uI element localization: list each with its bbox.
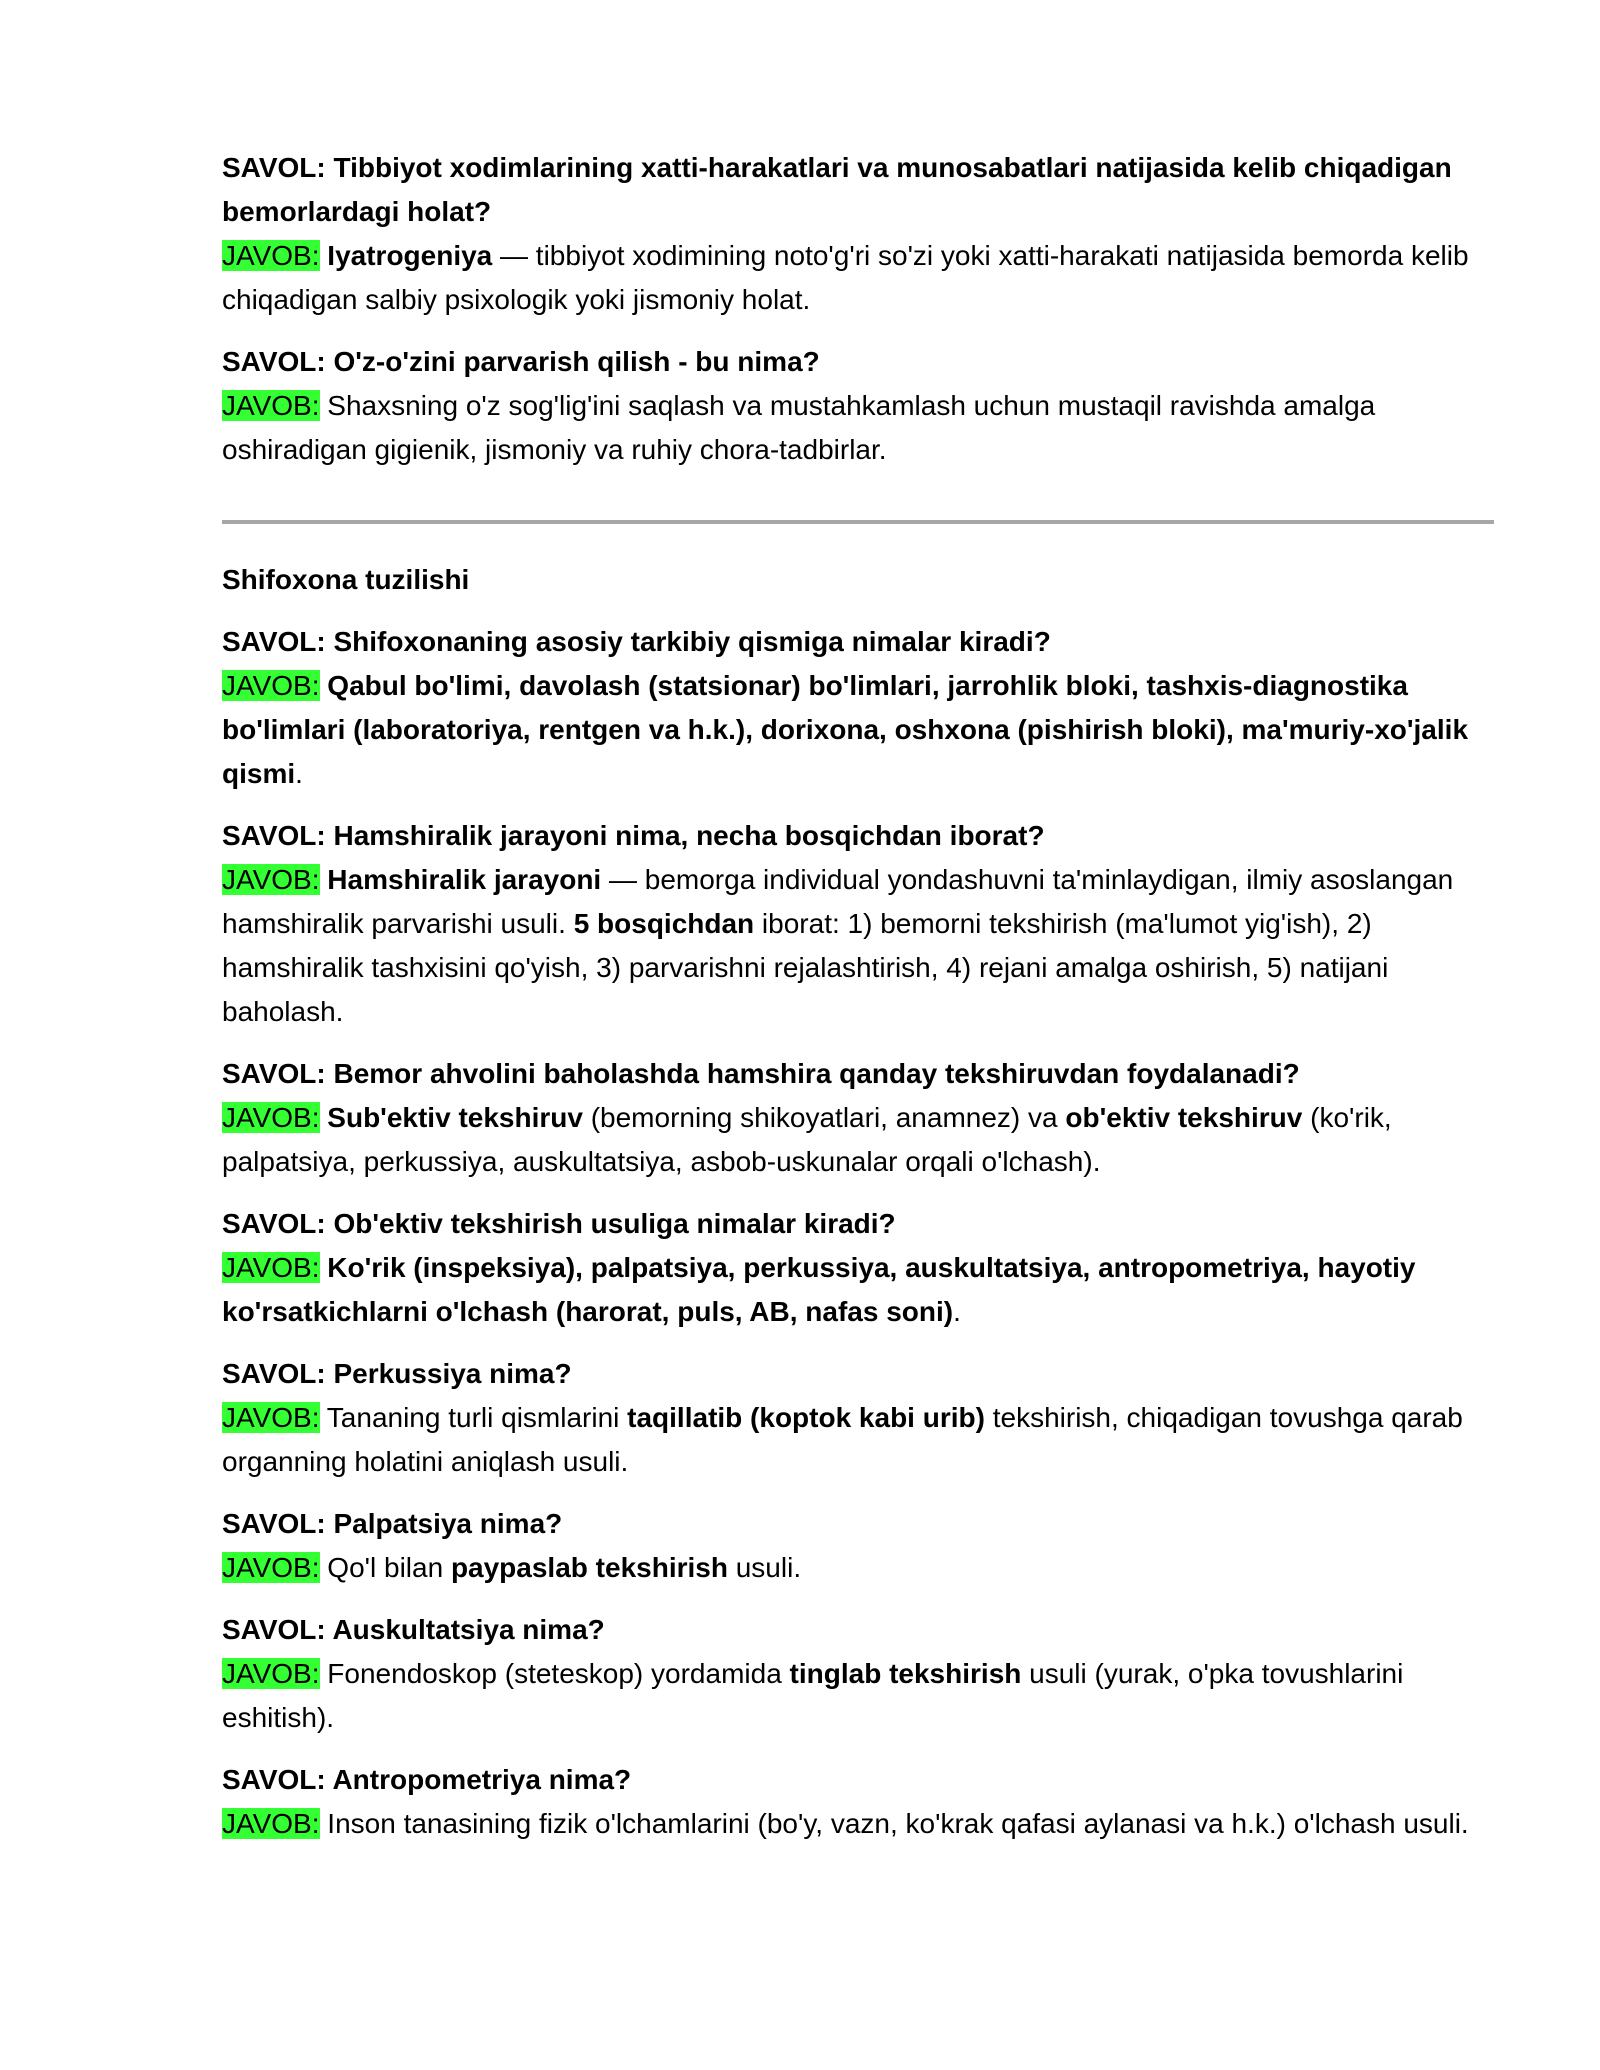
answer-text: Tananing turli qismlarini [326,1402,628,1433]
answer-emphasis: 5 bosqichdan [573,908,755,939]
answer-label: JAVOB: [222,864,320,895]
answer [222,664,1495,796]
section-title: Shifoxona tuzilishi [222,564,470,595]
answer [222,1802,1495,1846]
question-text: Antropometriya nima? [332,1764,632,1795]
answer-text: (bemorning shikoyatlari, anamnez) va [582,1102,1066,1133]
question [222,1758,1495,1802]
question [222,620,1495,664]
answer-label: JAVOB: [222,1402,320,1433]
answer-text: Fonendoskop (steteskop) yordamida [327,1658,790,1689]
answer-emphasis: Ko'rik (inspeksiya), palpatsiya, perkussiya, auskultatsiya, antropometriya, hayotiy ko'rsatkichlarni o'lchash (harorat, puls, AB, nafas soni) [222,1252,1416,1327]
question-text: Perkussiya nima? [333,1358,572,1389]
qa-item [222,146,1495,322]
answer-label: JAVOB: [222,1658,320,1689]
answer-text: iborat: 1) bemorni tekshirish (ma'lumot yig'ish), 2) hamshiralik tashxisini qo'yish, 3) parvarishni rejalashtirish, 4) rejani amalga oshirish, 5) natijani baholash. [222,908,1389,1027]
question [222,1608,1495,1652]
question [222,1502,1495,1546]
answer [222,1652,1495,1740]
answer [222,1246,1495,1334]
question [222,146,1495,234]
horizontal-divider [222,520,1494,524]
question-text: Auskultatsiya nima? [332,1614,605,1645]
question-label: SAVOL: [222,1764,326,1795]
question-label: SAVOL: [222,626,326,657]
answer-emphasis: tinglab tekshirish [789,1658,1022,1689]
answer-label: JAVOB: [222,390,320,421]
question [222,1052,1495,1096]
qa-item [222,1352,1495,1484]
answer-label: JAVOB: [222,1252,320,1283]
answer-text: usuli (yurak, o'pka tovushlarini eshitish). [222,1658,1404,1733]
question-label: SAVOL: [222,1508,326,1539]
qa-item [222,340,1495,472]
answer-text: — tibbiyot xodimining noto'g'ri so'zi yoki xatti-harakati natijasida bemorda kelib chiqadigan salbiy psixologik yoki jismoniy holat. [222,240,1469,315]
answer [222,858,1495,1034]
answer [222,384,1495,472]
qa-item [222,620,1495,796]
answer-text: Shaxsning o'z sog'lig'ini saqlash va mustahkamlash uchun mustaqil ravishda amalga oshiradigan gigienik, jismoniy va ruhiy chora-tadbirlar. [222,390,1376,465]
answer-label: JAVOB: [222,1808,320,1839]
question [222,1352,1495,1396]
qa-list-top [222,146,1495,472]
question-text: Hamshiralik jarayoni nima, necha bosqichdan iborat? [333,820,1045,851]
answer [222,1396,1495,1484]
answer-text: Inson tanasining fizik o'lchamlarini (bo'y, vazn, ko'krak qafasi aylanasi va h.k.) o'lchash usuli. [327,1808,1469,1839]
qa-item [222,1202,1495,1334]
question-label: SAVOL: [222,1208,326,1239]
answer [222,1096,1495,1184]
answer-emphasis: Hamshiralik jarayoni [327,864,602,895]
answer [222,234,1495,322]
answer-emphasis: taqillatib (koptok kabi urib) [627,1402,985,1433]
qa-item [222,1608,1495,1740]
answer-text: — bemorga individual yondashuvni ta'minlaydigan, ilmiy asoslangan hamshiralik parvarishi usuli. [222,864,1454,939]
question [222,340,1495,384]
answer-emphasis: paypaslab tekshirish [450,1552,728,1583]
answer-emphasis: Sub'ektiv tekshiruv [327,1102,583,1133]
answer-text: . [953,1296,961,1327]
question-label: SAVOL: [222,1058,326,1089]
answer-text: tekshirish, chiqadigan tovushga qarab organning holatini aniqlash usuli. [222,1402,1463,1477]
qa-item [222,814,1495,1034]
answer-label: JAVOB: [222,1552,320,1583]
answer-text: usuli. [727,1552,802,1583]
answer-label: JAVOB: [222,670,320,701]
answer-emphasis: Iyatrogeniya [327,240,493,271]
question-text: Shifoxonaning asosiy tarkibiy qismiga nimalar kiradi? [333,626,1051,657]
question-label: SAVOL: [222,1358,326,1389]
question-label: SAVOL: [222,346,326,377]
qa-item [222,1758,1495,1846]
qa-item [222,1052,1495,1184]
qa-item [222,1502,1495,1590]
question-label: SAVOL: [222,152,326,183]
answer [222,1546,1495,1590]
question [222,1202,1495,1246]
answer-emphasis: Qabul bo'limi, davolash (statsionar) bo'limlari, jarrohlik bloki, tashxis-diagnostika bo'limlari (laboratoriya, rentgen va h.k.), dorixona, oshxona (pishirish bloki), ma'muriy-xo'jalik qismi [222,670,1469,789]
qa-list-bottom [222,620,1495,1846]
question-text: O'z-o'zini parvarish qilish - bu nima? [333,346,820,377]
answer-label: JAVOB: [222,1102,320,1133]
question-text: Ob'ektiv tekshirish usuliga nimalar kiradi? [333,1208,896,1239]
question [222,814,1495,858]
question-text: Palpatsiya nima? [333,1508,563,1539]
answer-emphasis: ob'ektiv tekshiruv [1065,1102,1303,1133]
question-text: Tibbiyot xodimlarining xatti-harakatlari va munosabatlari natijasida kelib chiqadigan bemorlardagi holat? [222,152,1452,227]
answer-label: JAVOB: [222,240,320,271]
question-text: Bemor ahvolini baholashda hamshira qanday tekshiruvdan foydalanadi? [333,1058,1300,1089]
question-label: SAVOL: [222,1614,326,1645]
answer-text: . [295,758,303,789]
question-label: SAVOL: [222,820,326,851]
answer-text: (ko'rik, palpatsiya, perkussiya, auskultatsiya, asbob-uskunalar orqali o'lchash). [222,1102,1392,1177]
answer-text: Qo'l bilan [327,1552,451,1583]
